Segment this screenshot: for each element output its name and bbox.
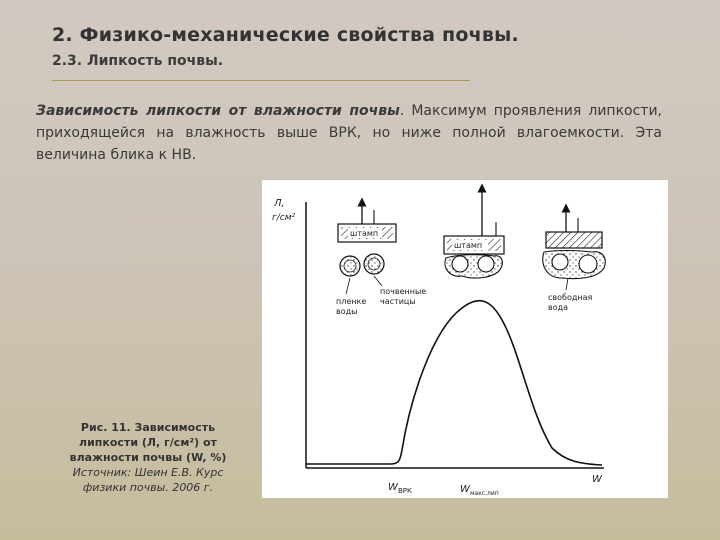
annotation-particles-2: частицы <box>380 297 416 306</box>
annotation-free-water-1: свободная <box>548 293 593 302</box>
slide-title: 2. Физико-механические свойства почвы. <box>52 24 519 46</box>
stage-3-illustration <box>543 208 605 290</box>
figure-caption <box>54 420 242 495</box>
annotation-films-2: воды <box>336 307 358 316</box>
x-tick-wmax-sub: макс.лип <box>470 490 499 497</box>
caption-title: Рис. 11. Зависимость липкости (Л, г/см²) от влажности почвы (W, %) <box>69 421 227 464</box>
x-axis-label: W <box>592 474 602 485</box>
figure-stickiness-graph <box>262 180 668 498</box>
y-axis-label-1: Л, <box>274 198 285 209</box>
x-tick-wvrk: W <box>388 482 398 493</box>
stamp-label-2: штамп <box>454 241 483 250</box>
stamp-label-1: штамп <box>350 229 379 238</box>
x-tick-wvrk-sub: ВРК <box>398 487 412 495</box>
stickiness-curve <box>306 301 602 465</box>
annotation-particles-1: почвенные <box>380 287 427 296</box>
stage-1-illustration <box>338 202 396 294</box>
slide-subtitle: 2.3. Липкость почвы. <box>52 53 224 69</box>
stage-2-illustration <box>444 188 504 278</box>
caption-source: Источник: Шеин Е.В. Курс физики почвы. 2006 г. <box>72 466 224 494</box>
annotation-free-water-2: вода <box>548 303 569 312</box>
body-paragraph <box>36 100 662 166</box>
title-divider <box>52 80 470 81</box>
y-axis-label-2: г/см² <box>272 213 296 223</box>
x-tick-wmax: W <box>460 484 470 495</box>
annotation-films-1: пленке <box>336 297 367 306</box>
figure-svg <box>262 180 668 498</box>
paragraph-lead: Зависимость липкости от влажности почвы <box>36 103 400 119</box>
paragraph-body: . Максимум проявления липкости, приходящейся на влажность выше ВРК, но ниже полной влагоемкости. Эта величина блика к НВ. <box>36 103 662 163</box>
